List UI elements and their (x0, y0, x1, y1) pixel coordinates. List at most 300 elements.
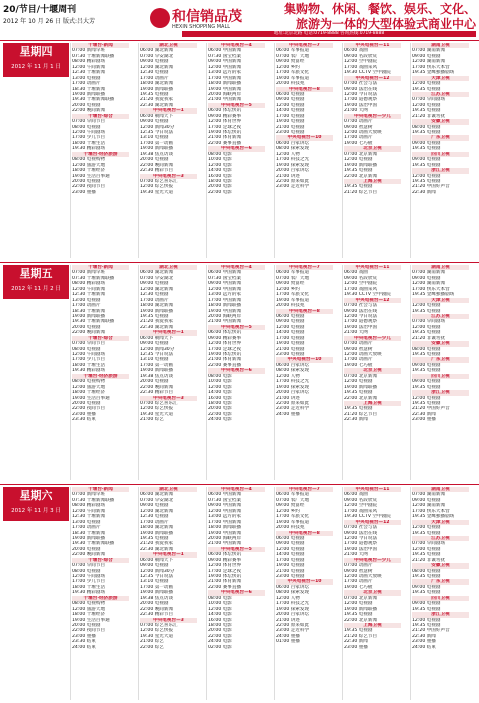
day-date: 2012 年 11 月 1 日 (11, 64, 61, 70)
program-entry: 16:00 电影 (208, 395, 232, 401)
channel-header: 中央电视台—6 (208, 590, 265, 595)
program-entry: 07:00 新闻早班 (72, 492, 106, 498)
program-entry: 08:00 电视购物 (72, 157, 106, 163)
program-entry: 17:00 足球之夜 (208, 124, 242, 130)
program-entry: 07:00 动画片 (344, 563, 373, 569)
program-entry: 19:00 新闻联播 (140, 530, 174, 536)
schedule-column (140, 43, 197, 258)
program-entry: 09:00 精彩赛事 (208, 113, 242, 119)
program-entry: 12:00 新闻30分 (140, 346, 175, 352)
column-rule (138, 265, 139, 480)
program-entry: 19:35 电视剧 (412, 130, 441, 135)
program-entry: 22:00 北京新闻 (344, 617, 378, 623)
program-entry: 17:00 科技之光 (276, 601, 310, 607)
program-entry: 23:30 结束 (72, 639, 96, 645)
program-entry: 09:00 智慧树 (344, 124, 373, 130)
program-entry: 22:00 电影 (208, 633, 232, 639)
program-entry: 20:00 电影 (208, 628, 232, 634)
program-entry: 23:00 电视剧 (276, 574, 305, 579)
channel-header: 湖南卫视 (412, 43, 469, 48)
program-entry: 21:00 天网 (344, 330, 368, 336)
program-entry: 19:00 体坛快讯 (208, 130, 242, 135)
schedule-column (344, 43, 401, 258)
channel-header: 北京卫视 (344, 590, 401, 595)
channel-header: 中央电视台—10 (276, 135, 333, 140)
program-entry: 17:00 道德观察 (344, 319, 378, 325)
program-entry: 07:00 新闻早班 (72, 270, 106, 276)
schedule-column (140, 487, 197, 700)
channel-header: 天津卫视 (412, 76, 469, 81)
column-rule (70, 43, 71, 258)
program-entry: 06:00 戏曲 (344, 48, 368, 54)
day-section (0, 40, 479, 260)
program-entry: 19:35 电视剧 (344, 168, 373, 174)
schedule-column (412, 487, 469, 700)
program-entry: 24:00 结束 (72, 644, 96, 650)
program-entry: 17:00 电视剧 (276, 557, 305, 563)
program-entry: 12:00 湖南新闻 (412, 281, 446, 287)
program-entry: 07:00 早间节目 (72, 119, 106, 125)
channel-header: 江苏卫视 (412, 314, 469, 319)
schedule-column (412, 265, 469, 480)
program-entry: 12:00 体育世界 (208, 563, 242, 569)
program-entry: 19:35 电视剧 (412, 384, 441, 390)
slogan-line-2: 旅游为一体的大型体验式商业中心 (295, 17, 476, 31)
program-entry: 09:00 电视剧 (276, 541, 305, 547)
column-rule (342, 43, 343, 258)
program-entry: 08:00 探索发现 (276, 590, 310, 596)
program-entry: 12:00 湖南新闻 (412, 59, 446, 65)
program-entry: 17:00 军旅文化 (276, 292, 310, 298)
program-entry: 14:00 电影 (208, 390, 232, 396)
channel-header: 湖南卫视 (412, 487, 469, 492)
program-entry: 20:00 电视剧 (140, 379, 169, 385)
program-entry: 19:00 中国新闻 (208, 86, 242, 92)
program-entry: 07:00 早间剧场 (412, 97, 446, 103)
program-entry: 21:20 非诚勿扰 (412, 335, 446, 341)
program-entry: 19:30 十堰新闻联播 (72, 97, 115, 103)
channel-header: 中央电视台—6 (208, 146, 265, 151)
program-entry: 09:00 电视剧 (140, 503, 169, 509)
program-entry: 22:00 夜间节目 (72, 184, 106, 190)
program-entry: 19:00 新闻联播 (344, 162, 378, 168)
program-entry: 17:00 电视剧 (276, 335, 305, 341)
program-entry: 19:35 电视剧 (412, 146, 441, 152)
program-entry: 22:30 新闻 (412, 189, 436, 195)
column-rule (138, 487, 139, 700)
channel-header: 中央电视台—12 (344, 298, 401, 303)
channel-header: 十堰台·经济旅游 (72, 152, 129, 157)
program-entry: 07:30 十堰新闻联播 (72, 275, 115, 281)
program-entry: 12:00 电影 (208, 606, 232, 612)
program-entry: 12:00 动画大放映 (344, 574, 382, 579)
program-entry: 17:00 动画片 (344, 135, 373, 141)
program-entry: 20:00 电视剧 (72, 622, 101, 628)
program-entry: 14:00 电视剧 (276, 108, 305, 114)
program-entry: 20:00 电影 (208, 406, 232, 412)
channel-header: 湖北卫视 (140, 487, 197, 492)
program-entry: 12:00 人物 (276, 151, 300, 157)
program-entry: 09:00 中国新闻 (208, 281, 242, 287)
column-rule (342, 265, 343, 480)
program-entry: 12:30 十堰新闻 (72, 292, 106, 298)
program-entry: 12:00 体育世界 (208, 119, 242, 125)
program-entry: 19:35 电视剧 (344, 612, 373, 618)
channel-header: 中央电视台—少儿 (344, 336, 401, 341)
program-entry: 09:00 精彩赛事 (208, 557, 242, 563)
program-entry: 18:00 十堰经济 (72, 168, 106, 174)
program-entry: 19:38 焦点访谈 (140, 373, 174, 379)
program-entry: 19:35 电视剧 (344, 390, 373, 396)
program-entry: 12:30 电视剧 (140, 292, 169, 298)
program-entry: 08:00 电视剧 (412, 124, 441, 130)
program-entry: 06:00 百家讲坛 (276, 140, 310, 146)
program-entry: 19:00 新闻联播 (72, 313, 106, 319)
channel-header: 十堰台·新闻 (72, 43, 129, 48)
program-entry: 07:00 湖南新闻 (412, 48, 446, 54)
program-entry: 19:00 电视剧 (276, 341, 305, 347)
column-rule (410, 43, 411, 258)
program-entry: 21:20 我爱我家 (140, 541, 174, 547)
program-entry: 20:00 电视剧 (72, 324, 101, 330)
program-entry: 18:30 十堰新闻 (72, 86, 106, 92)
program-entry: 21:20 非诚勿扰 (412, 113, 446, 119)
program-entry: 19:00 电视剧 (276, 119, 305, 125)
program-entry: 07:00 北京新闻 (344, 373, 378, 379)
program-entry: 19:35 电视剧 (412, 574, 441, 579)
program-entry: 19:35 电视剧 (344, 184, 373, 190)
program-entry: 19:00 新闻联播 (140, 146, 174, 152)
program-entry: 20:00 电影 (208, 184, 232, 190)
channel-header: 中央电视台—少儿 (344, 114, 401, 119)
program-entry: 12:00 电视剧 (412, 102, 441, 108)
program-entry: 14:00 电影 (208, 612, 232, 618)
program-entry: 06:00 戏曲 (344, 270, 368, 276)
program-entry: 09:00 致富经 (276, 281, 305, 287)
program-entry: 12:00 体育世界 (208, 341, 242, 347)
program-entry: 09:00 电视剧 (276, 97, 305, 103)
program-entry: 17:00 中国新闻 (208, 297, 242, 303)
program-entry: 23:00 电视剧 (276, 130, 305, 135)
program-entry: 12:00 综艺快报 (140, 184, 174, 190)
program-entry: 21:00 综艺 (140, 417, 164, 423)
program-entry: 13:10 电视剧 (140, 357, 169, 363)
program-entry: 09:00 电视剧 (412, 497, 441, 503)
program-entry: 23:00 重播 (72, 633, 96, 639)
ad-slogan (246, 2, 476, 32)
channel-header: 中央电视台—3 (140, 618, 197, 623)
channel-header: 上海卫视 (344, 401, 401, 406)
column-rule (274, 43, 275, 258)
program-entry: 22:00 综艺 (140, 644, 164, 650)
program-entry: 09:00 电视剧 (140, 281, 169, 287)
program-entry: 22:30 精彩节目 (140, 612, 174, 618)
program-entry: 12:00 午间新闻 (72, 286, 106, 292)
column-rule (206, 487, 207, 700)
program-entry: 02:00 电影 (208, 644, 232, 650)
program-entry: 12:00 中国新闻 (208, 64, 242, 70)
channel-header: 十堰台·新闻 (72, 265, 129, 270)
program-entry: 13:00 远方的家 (208, 292, 242, 298)
channel-header: 湖北卫视 (140, 43, 197, 48)
program-entry: 07:00 早间剧场 (412, 541, 446, 547)
channel-header: 浙江卫视 (412, 612, 469, 617)
program-entry: 20:00 电视剧 (72, 546, 101, 552)
program-entry: 17:00 快乐大本营 (412, 286, 450, 292)
program-entry: 23:00 走近科学 (276, 184, 310, 190)
program-entry: 17:00 科技之光 (276, 157, 310, 163)
program-entry: 12:00 电视剧 (412, 617, 441, 623)
program-entry: 20:00 电视剧 (140, 601, 169, 607)
program-entry: 17:00 第一动画 (140, 140, 174, 146)
schedule-column (344, 265, 401, 480)
program-entry: 12:00 午间剧场 (72, 352, 106, 357)
program-entry: 19:30 星光大道 (140, 633, 174, 639)
weekday: 星期四 (19, 45, 53, 58)
program-entry: 22:00 夜间节目 (72, 406, 106, 412)
program-entry: 18:00 电影 (208, 622, 232, 628)
column-rule (274, 487, 275, 700)
schedule-column (208, 265, 265, 480)
program-entry: 06:00 湖北新闻 (140, 48, 174, 54)
program-entry: 19:35 电视剧 (412, 352, 441, 357)
program-entry: 19:35 电视剧 (140, 535, 169, 541)
program-entry: 07:00 社会与法 (344, 525, 378, 531)
program-entry: 19:00 探索发现 (276, 162, 310, 168)
program-entry: 08:00 电视剧 (412, 568, 441, 574)
mall-logo (150, 6, 242, 34)
program-entry: 12:00 电视剧 (412, 546, 441, 552)
program-entry: 19:30 十堰新闻联播 (72, 541, 115, 547)
day-label (3, 43, 69, 77)
program-entry: 22:00 赛事直播 (208, 140, 242, 146)
ad-contact-strip: 地址:北京北路 电话:0719-8888 咨询热线:0719-8888 (182, 31, 476, 37)
page-header (0, 0, 479, 40)
program-entry: 20:00 科技苑 (276, 81, 305, 87)
program-entry: 19:30 CCTV 空中剧院 (344, 514, 391, 520)
channel-header: 十堰台·综合 (72, 336, 129, 341)
section-divider (0, 484, 479, 485)
program-entry: 08:00 精彩剧场 (72, 281, 106, 287)
program-entry: 19:35 电视剧 (412, 590, 441, 596)
program-entry: 21:20 中国好声音 (412, 628, 450, 634)
program-entry: 13:10 电视剧 (140, 579, 169, 585)
program-entry: 19:30 精彩剧场 (72, 590, 106, 596)
program-entry: 19:00 体坛快讯 (208, 352, 242, 357)
program-entry: 12:00 新闻30分 (140, 568, 175, 574)
channel-header: 中央电视台—5 (208, 547, 265, 552)
channel-header: 中央电视台—8 (276, 87, 333, 92)
channel-header: 广东卫视 (412, 579, 469, 584)
program-entry: 07:00 综艺喜乐汇 (140, 622, 178, 628)
program-entry: 19:30 星光大道 (140, 189, 174, 195)
section-divider (0, 40, 479, 41)
program-entry: 19:30 精彩剧场 (72, 146, 106, 152)
program-entry: 17:00 中国新闻 (208, 75, 242, 81)
channel-header: 中央电视台—11 (344, 487, 401, 492)
program-entry: 22:00 北京新闻 (344, 395, 378, 401)
program-entry: 09:00 电视剧 (140, 563, 169, 569)
program-entry: 17:00 道德观察 (344, 541, 378, 547)
program-entry: 12:00 乡约 (276, 508, 300, 514)
program-entry: 19:35 电视剧 (344, 406, 373, 412)
program-entry: 12:00 电视剧 (412, 525, 441, 531)
program-entry: 21:00 体育新闻 (208, 357, 242, 363)
program-entry: 17:00 戏曲采风 (344, 508, 378, 514)
program-entry: 06:00 朝闻天下 (140, 335, 174, 341)
program-entry: 20:00 百家讲坛 (276, 390, 310, 396)
program-entry: 08:00 探索发现 (276, 368, 310, 374)
program-entry: 06:00 中国新闻 (208, 270, 242, 276)
program-entry: 08:00 电影 (208, 373, 232, 379)
program-entry: 08:00 电视剧 (412, 346, 441, 352)
logo-mark-icon (150, 8, 170, 28)
column-rule (274, 265, 275, 480)
program-entry: 17:00 戏曲采风 (344, 64, 378, 70)
program-entry: 19:00 新闻联播 (140, 86, 174, 92)
channel-header: 四川卫视 (412, 374, 469, 379)
program-entry: 09:00 精彩赛事 (208, 335, 242, 341)
program-entry: 20:00 电视剧 (72, 102, 101, 108)
weekday: 星期六 (19, 489, 53, 502)
program-entry: 12:00 空中剧院 (344, 59, 378, 65)
program-entry: 18:00 电影 (208, 178, 232, 184)
program-entry: 19:00 中国新闻 (208, 308, 242, 314)
program-entry: 09:00 致富经 (276, 503, 305, 509)
program-entry: 22:30 新闻 (412, 633, 436, 639)
program-entry: 09:00 电视剧 (276, 319, 305, 325)
column-rule (206, 43, 207, 258)
program-entry: 07:00 综艺喜乐汇 (140, 400, 178, 406)
channel-header: 天津卫视 (412, 520, 469, 525)
program-entry: 12:00 电视剧 (412, 173, 441, 179)
program-entry: 22:00 赛事直播 (208, 362, 242, 368)
program-entry: 20:00 百家讲坛 (276, 168, 310, 174)
program-entry: 08:00 电影 (208, 595, 232, 601)
program-entry: 20:00 电视剧 (72, 178, 101, 184)
program-entry: 10:00 电影 (208, 157, 232, 163)
program-entry: 09:00 致富经 (276, 59, 305, 65)
schedule-column (72, 43, 129, 258)
program-entry: 12:00 电视剧 (276, 324, 305, 330)
program-entry: 19:00 新闻联播 (72, 535, 106, 541)
program-entry: 12:30 十堰新闻 (72, 514, 106, 520)
schedule-column (276, 265, 333, 480)
channel-header: 中央电视台—7 (276, 43, 333, 48)
program-entry: 17:00 道德观察 (344, 97, 378, 103)
program-entry: 19:35 电视剧 (412, 552, 441, 558)
channel-header: 中央电视台—4 (208, 265, 265, 270)
schedule-column (208, 487, 265, 700)
program-entry: 19:35 电视剧 (412, 530, 441, 536)
program-entry: 17:00 足球之夜 (208, 568, 242, 574)
program-entry: 21:00 体育新闻 (208, 135, 242, 141)
program-entry: 07:00 早间节目 (72, 341, 106, 347)
program-entry: 12:00 电视剧 (412, 324, 441, 330)
schedule-column (412, 43, 469, 258)
program-entry: 22:30 新闻 (344, 417, 368, 423)
program-entry: 19:35 电视剧 (344, 628, 373, 634)
column-rule (70, 487, 71, 700)
program-entry: 22:00 原来如此 (276, 622, 310, 628)
program-entry: 19:35 电视剧 (140, 91, 169, 97)
program-entry: 06:00 朝闻天下 (140, 113, 174, 119)
program-entry: 18:00 电影 (208, 400, 232, 406)
program-entry: 17:00 快乐大本营 (412, 64, 450, 70)
program-entry: 19:35 电视剧 (412, 606, 441, 612)
program-entry: 09:00 法治在线 (344, 308, 378, 314)
program-entry: 12:00 综艺快报 (140, 628, 174, 634)
program-entry: 12:00 综艺快报 (140, 406, 174, 412)
program-entry: 24:00 重播 (276, 633, 300, 639)
issue-date: 2012 年 10 月 26 日 版式:吕大芳 (3, 18, 96, 25)
program-entry: 12:00 动画大放映 (344, 130, 382, 135)
channel-header: 中央电视台—8 (276, 309, 333, 314)
program-entry: 22:30 精彩节目 (140, 390, 174, 396)
program-entry: 17:00 军旅文化 (276, 514, 310, 520)
program-entry: 12:00 湖北新闻 (140, 64, 174, 70)
program-entry: 19:35 电视剧 (412, 86, 441, 92)
program-entry: 21:00 体育新闻 (208, 579, 242, 585)
program-entry: 22:00 晚间新闻 (140, 162, 174, 168)
program-entry: 12:00 空中剧院 (344, 281, 378, 287)
program-entry: 21:00 电视剧 (276, 346, 305, 352)
program-entry: 08:00 电影 (208, 151, 232, 157)
program-entry: 06:00 百家讲坛 (276, 362, 310, 368)
program-entry: 12:00 中国新闻 (208, 286, 242, 292)
program-entry: 09:00 电视剧 (412, 275, 441, 281)
channel-header: 中央电视台—4 (208, 487, 265, 492)
program-entry: 21:00 电视剧 (276, 124, 305, 130)
program-entry: 12:00 午间剧场 (72, 574, 106, 579)
channel-header: 上海卫视 (344, 179, 401, 184)
channel-header: 中央电视台—11 (344, 43, 401, 48)
channel-header: 湖北卫视 (140, 265, 197, 270)
program-entry: 07:00 早安湖北 (140, 53, 174, 59)
channel-header: 中央电视台—3 (140, 396, 197, 401)
channel-header: 十堰台·综合 (72, 558, 129, 563)
column-rule (206, 265, 207, 480)
program-entry: 07:00 综艺喜乐汇 (140, 178, 178, 184)
program-entry: 12:30 电视剧 (140, 70, 169, 76)
program-entry: 09:00 智慧树 (344, 568, 373, 574)
program-entry: 19:35 金鹰独播剧场 (412, 514, 455, 520)
section-divider (0, 262, 479, 263)
program-entry: 17:00 动画片 (72, 81, 101, 87)
program-entry: 23:00 电视剧 (276, 352, 305, 357)
program-entry: 09:00 电视剧 (412, 362, 441, 368)
program-entry: 19:00 军事报道 (276, 519, 310, 525)
program-entry: 12:00 动画大放映 (344, 352, 382, 357)
program-entry: 16:00 电影 (208, 617, 232, 623)
channel-header: 中央电视台—12 (344, 520, 401, 525)
program-entry: 09:00 电视剧 (140, 341, 169, 347)
program-entry: 08:00 电视剧 (72, 346, 101, 352)
program-entry: 23:00 走近科学 (276, 628, 310, 634)
program-entry: 17:00 电视剧 (276, 113, 305, 119)
program-entry: 18:00 十堰生活 (72, 140, 106, 146)
channel-header: 中央电视台—7 (276, 487, 333, 492)
program-entry: 19:00 探索发现 (276, 606, 310, 612)
program-entry: 12:00 新闻30分 (140, 124, 175, 130)
program-entry: 24:00 电影 (208, 639, 232, 645)
program-entry: 19:35 电视剧 (412, 330, 441, 336)
program-entry: 07:00 早间节目 (72, 563, 106, 569)
program-entry: 06:00 中国新闻 (208, 48, 242, 54)
program-entry: 07:00 早间剧场 (412, 319, 446, 325)
program-entry: 21:00 讲述 (276, 173, 300, 179)
program-entry: 09:00 电视剧 (412, 379, 441, 385)
